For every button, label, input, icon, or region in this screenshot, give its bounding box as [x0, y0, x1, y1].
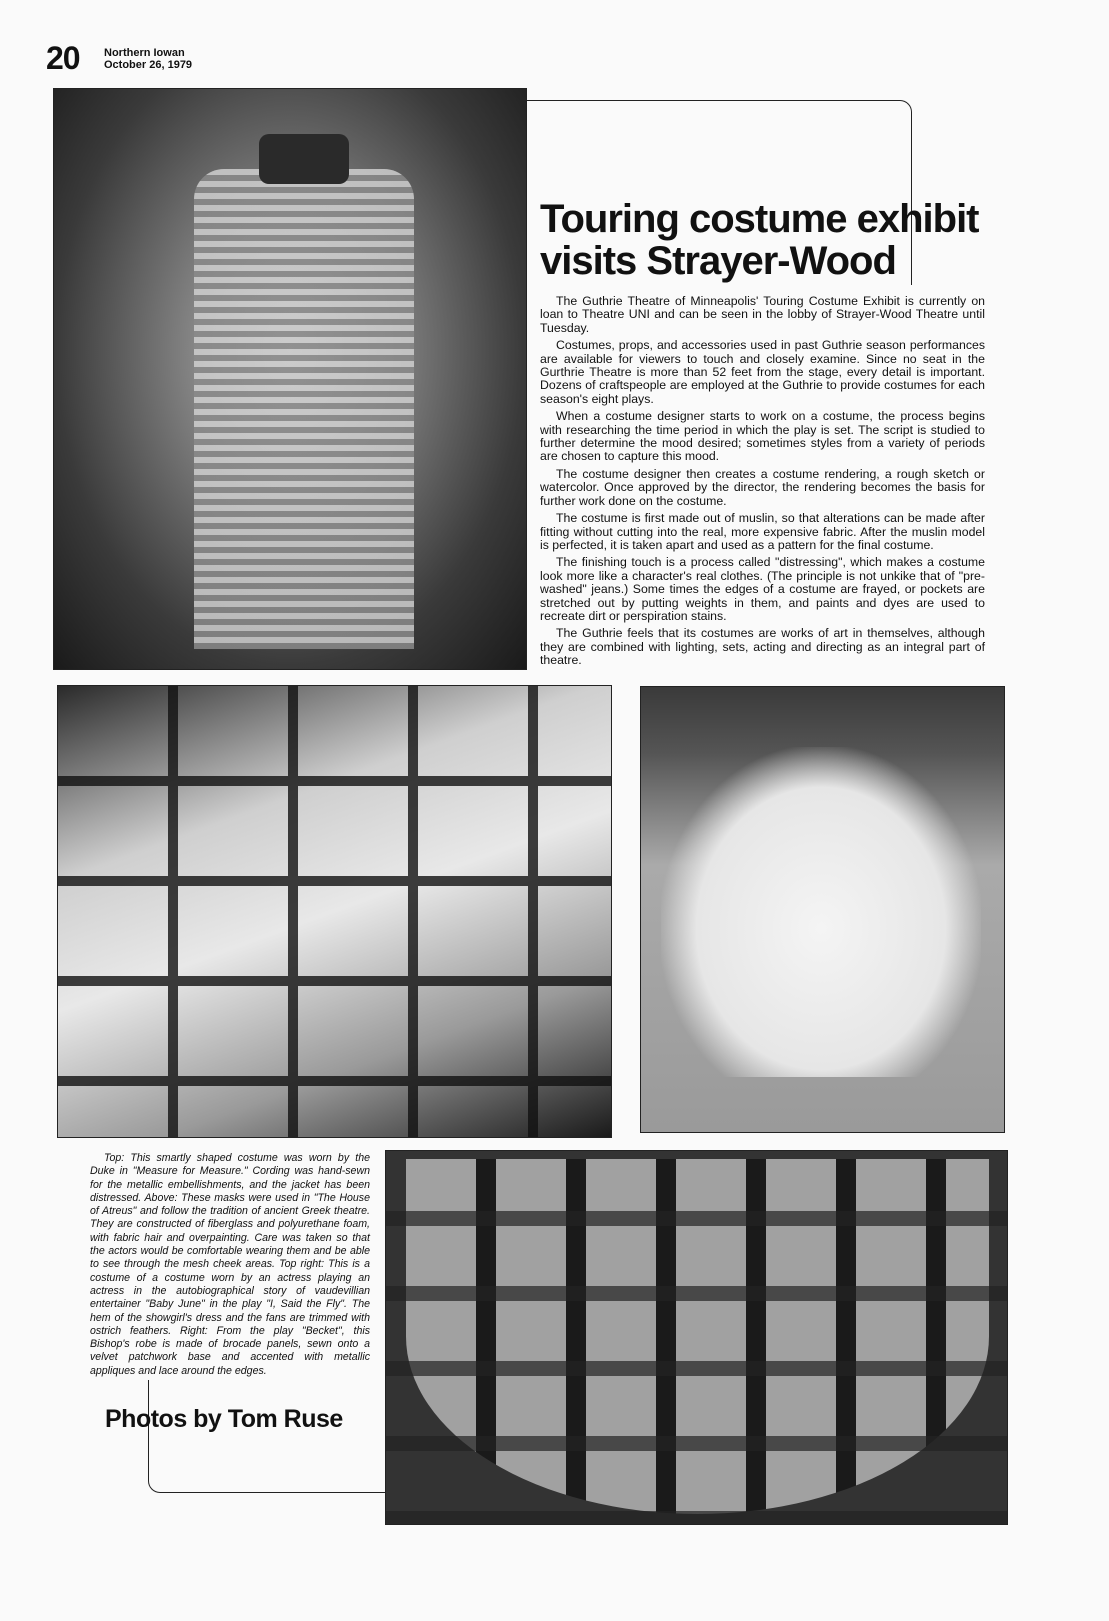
page-number: 20: [46, 40, 80, 76]
paragraph: When a costume designer starts to work on a costume, the process begins with researching the time period in which the play is set. The script is studied to further determine the mood desired; sometimes styles from a variety of periods are chosen to capture this mood.: [540, 409, 985, 464]
paragraph: The finishing touch is a process called "distressing", which makes a costume look more like a character's real clothes. (The principle is not unkike that of "pre-washed" jeans.) Some times the edges of a costume are frayed, or pockets are stretched out by putting weights in them, and paints and dyes are used to recreate dirt or perspiration stains.: [540, 555, 985, 623]
photo-caption: [90, 1152, 370, 1378]
photo-duke-costume: [53, 88, 527, 670]
collar-shape: [259, 134, 349, 184]
frame-rule: [148, 1380, 385, 1493]
paragraph: The costume designer then creates a costume rendering, a rough sketch or watercolor. Once approved by the director, the rendering becomes the basis for further work done on the costume.: [540, 466, 985, 508]
paragraph: The Guthrie Theatre of Minneapolis' Touring Costume Exhibit is currently on loan to Theatre UNI and can be seen in the lobby of Strayer-Wood Theatre until Tuesday.: [540, 294, 985, 335]
issue-date: October 26, 1979: [104, 59, 193, 71]
paper-name: Northern Iowan: [104, 47, 185, 59]
jacket-shape: [194, 169, 414, 649]
robe-bands: [386, 1151, 1007, 1524]
paragraph: The costume is first made out of muslin, so that alterations can be made after fitting without cutting into the real, more expensive fabric. After the muslin model is perfected, it is taken apart and used as a pattern for the final costume.: [540, 511, 985, 552]
feathers-shape: [661, 747, 981, 1077]
paragraph: The Guthrie feels that its costumes are works of art in themselves, although they are combined with lighting, sets, acting and directing as an integral part of theatre.: [540, 626, 985, 668]
photo-masks: [57, 685, 612, 1138]
masthead: [104, 47, 192, 71]
caption-text: Top: This smartly shaped costume was worn by the Duke in "Measure for Measure." Cording was hand-sewn for the metallic embellishments, and the jacket has been distressed. Above: These masks were used in "The House of Atreus" and follow the tradition of ancient Greek theatre. They are constructed of fiberglass and polyurethane foam, with fabric hair and overpainting. Care was taken so that the actors would be comfortable wearing them and be able to see through the mesh cheek areas. Top right: This is a costume of a costume worn by an actress playing an actress in the autobiographical story of vaudevillian entertainer "Baby June" in the play "I, Said the Fly". The hem of the showgirl's dress and the fans are trimmed with ostrich feathers. Right: From the play "Becket", this Bishop's robe is made of brocade panels, sewn onto a velvet patchwork base and accented with metallic appliques and lace around the edges.: [90, 1152, 370, 1377]
paragraph: Costumes, props, and accessories used in past Guthrie season performances are available for viewers to touch and closely examine. Since no seat in the Gurthrie Theatre is more than 52 feet from the stage, every detail is important. Dozens of craftspeople are employed at the Guthrie to provide costumes for each season's eight plays.: [540, 338, 985, 406]
window-grid: [58, 686, 611, 1137]
article-body: [540, 295, 985, 672]
photo-credit: Photos by Tom Ruse: [105, 1405, 343, 1433]
photo-showgirl-dress: [640, 686, 1005, 1133]
headline: Touring costume exhibit visits Strayer-Wood: [540, 197, 979, 283]
photo-bishop-robe: [385, 1150, 1008, 1525]
